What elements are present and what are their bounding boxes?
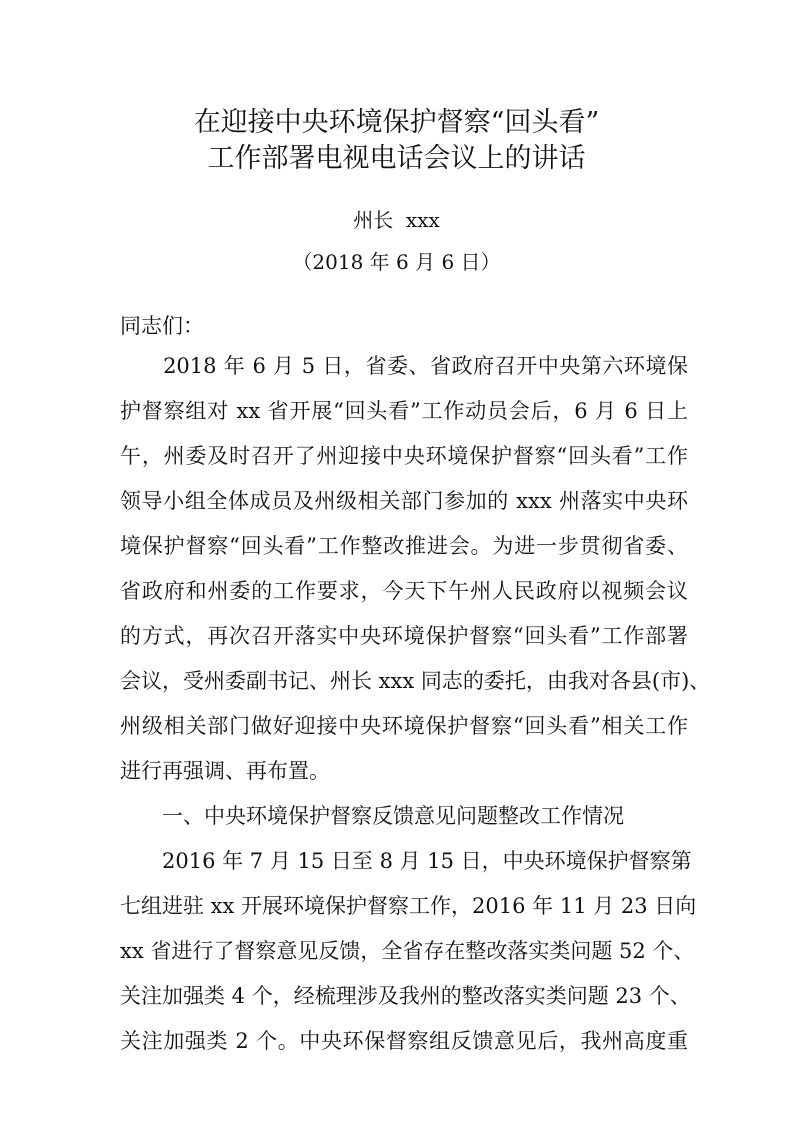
- body-text-line: 2016 年 7 月 15 日至 8 月 15 日，中央环境保护督察第: [120, 849, 692, 873]
- body-text-line: 的方式，再次召开落实中央环境保护督察“回头看”工作部署: [120, 624, 688, 648]
- body-text-line: 领导小组全体成员及州级相关部门参加的 xxx 州落实中央环: [120, 489, 688, 513]
- document-title-line-2: 工作部署电视电话会议上的讲话: [207, 143, 586, 174]
- speaker: 州长 xxx: [353, 208, 440, 232]
- body-text-line: 关注加强类 4 个，经梳理涉及我州的整改落实类问题 23 个、: [120, 984, 691, 1008]
- document-title-line-1: 在迎接中央环境保护督察“回头看”: [193, 107, 600, 138]
- body-text-line: xx 省进行了督察意见反馈，全省存在整改落实类问题 52 个、: [120, 939, 695, 963]
- salutation: 同志们：: [120, 314, 204, 338]
- body-text-line: 一、中央环境保护督察反馈意见问题整改工作情况: [120, 804, 624, 828]
- body-text-line: 会议，受州委副书记、州长 xxx 同志的委托，由我对各县(市)、: [120, 669, 711, 693]
- body-text-line: 境保护督察“回头看”工作整改推进会。为进一步贯彻省委、: [120, 534, 688, 558]
- body-text-line: 护督察组对 xx 省开展“回头看”工作动员会后，6 月 6 日上: [120, 399, 688, 423]
- body-text-line: 省政府和州委的工作要求，今天下午州人民政府以视频会议: [120, 579, 688, 603]
- body-text-line: 七组进驻 xx 开展环境保护督察工作，2016 年 11 月 23 日向: [120, 894, 697, 918]
- body-text-line: 关注加强类 2 个。中央环保督察组反馈意见后，我州高度重: [120, 1029, 688, 1053]
- speech-date: （2018 年 6 月 6 日）: [292, 250, 501, 274]
- body-text-line: 午，州委及时召开了州迎接中央环境保护督察“回头看”工作: [120, 444, 688, 468]
- body-text-line: 2018 年 6 月 5 日，省委、省政府召开中央第六环境保: [120, 354, 688, 378]
- body-text-line: 州级相关部门做好迎接中央环境保护督察“回头看”相关工作: [120, 714, 688, 738]
- body-text-line: 进行再强调、再布置。: [120, 759, 330, 783]
